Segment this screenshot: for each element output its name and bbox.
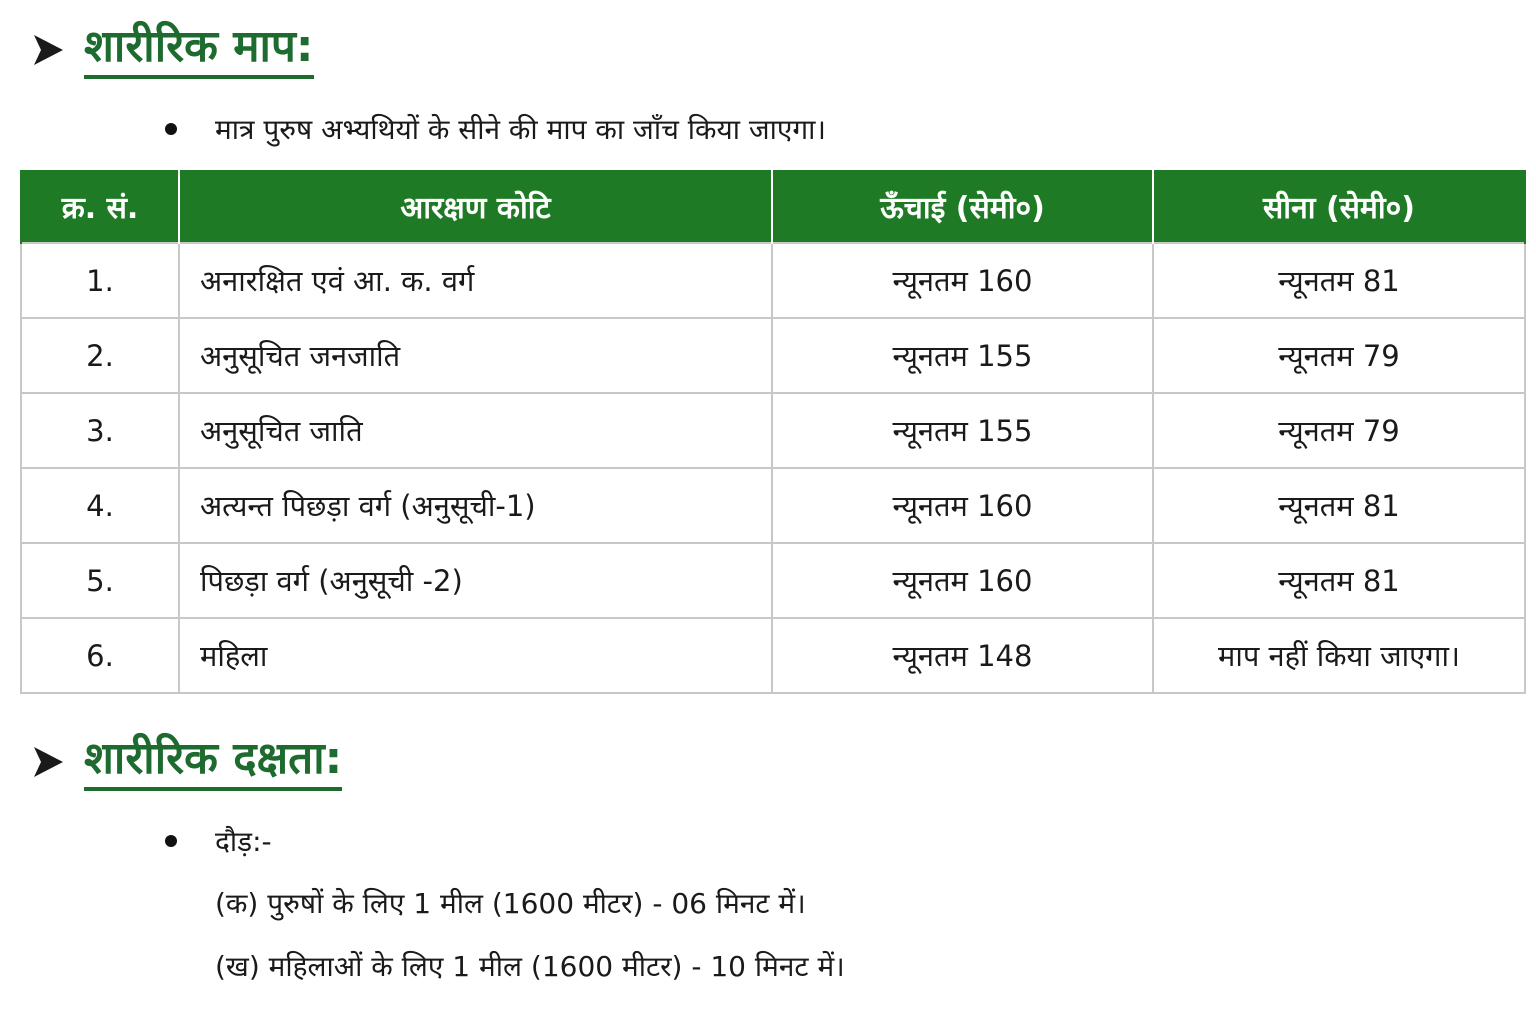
table-row bbox=[21, 468, 1525, 543]
arrow-bullet-icon bbox=[30, 744, 66, 780]
cell-height: न्यूनतम 148 bbox=[772, 618, 1153, 693]
cell-category: अत्यन्त पिछड़ा वर्ग (अनुसूची-1) bbox=[179, 468, 772, 543]
cell-chest: न्यूनतम 79 bbox=[1153, 318, 1525, 393]
header-category: आरक्षण कोटि bbox=[179, 170, 772, 243]
header-serial: क्र. सं. bbox=[21, 170, 179, 243]
table-row bbox=[21, 318, 1525, 393]
section-title: शारीरिक दक्षता: bbox=[84, 734, 342, 791]
header-chest: सीना (सेमी०) bbox=[1153, 170, 1525, 243]
cell-chest: न्यूनतम 79 bbox=[1153, 393, 1525, 468]
cell-serial: 4. bbox=[21, 468, 179, 543]
cell-category: अनुसूचित जनजाति bbox=[179, 318, 772, 393]
cell-serial: 3. bbox=[21, 393, 179, 468]
header-height: ऊँचाई (सेमी०) bbox=[772, 170, 1153, 243]
cell-chest: न्यूनतम 81 bbox=[1153, 468, 1525, 543]
cell-chest: न्यूनतम 81 bbox=[1153, 243, 1525, 318]
table-row bbox=[21, 618, 1525, 693]
cell-chest: माप नहीं किया जाएगा। bbox=[1153, 618, 1525, 693]
table-header-row bbox=[21, 170, 1525, 243]
race-bullet bbox=[165, 822, 272, 860]
measurement-note bbox=[165, 110, 826, 148]
cell-height: न्यूनतम 160 bbox=[772, 243, 1153, 318]
section-title: शारीरिक माप: bbox=[84, 22, 314, 79]
cell-serial: 2. bbox=[21, 318, 179, 393]
table-row bbox=[21, 243, 1525, 318]
cell-category: महिला bbox=[179, 618, 772, 693]
cell-height: न्यूनतम 160 bbox=[772, 543, 1153, 618]
cell-height: न्यूनतम 155 bbox=[772, 393, 1153, 468]
cell-height: न्यूनतम 160 bbox=[772, 468, 1153, 543]
measurement-note-text: मात्र पुरुष अभ्यथियों के सीने की माप का जाँच किया जाएगा। bbox=[215, 113, 827, 146]
race-men-line: (क) पुरुषों के लिए 1 मील (1600 मीटर) - 06 मिनट में। bbox=[215, 887, 806, 920]
section-heading-physical-measurement bbox=[30, 22, 314, 79]
bullet-dot-icon bbox=[165, 835, 177, 847]
section-heading-physical-efficiency bbox=[30, 734, 342, 791]
cell-serial: 6. bbox=[21, 618, 179, 693]
cell-height: न्यूनतम 155 bbox=[772, 318, 1153, 393]
cell-serial: 1. bbox=[21, 243, 179, 318]
cell-category: अनुसूचित जाति bbox=[179, 393, 772, 468]
table-row bbox=[21, 543, 1525, 618]
cell-serial: 5. bbox=[21, 543, 179, 618]
bullet-dot-icon bbox=[165, 123, 177, 135]
cell-chest: न्यूनतम 81 bbox=[1153, 543, 1525, 618]
measurement-table bbox=[20, 170, 1526, 694]
arrow-bullet-icon bbox=[30, 32, 66, 68]
table-row bbox=[21, 393, 1525, 468]
cell-category: पिछड़ा वर्ग (अनुसूची -2) bbox=[179, 543, 772, 618]
race-women-line: (ख) महिलाओं के लिए 1 मील (1600 मीटर) - 10 मिनट में। bbox=[215, 950, 845, 983]
cell-category: अनारक्षित एवं आ. क. वर्ग bbox=[179, 243, 772, 318]
race-label: दौड़:- bbox=[215, 825, 272, 858]
